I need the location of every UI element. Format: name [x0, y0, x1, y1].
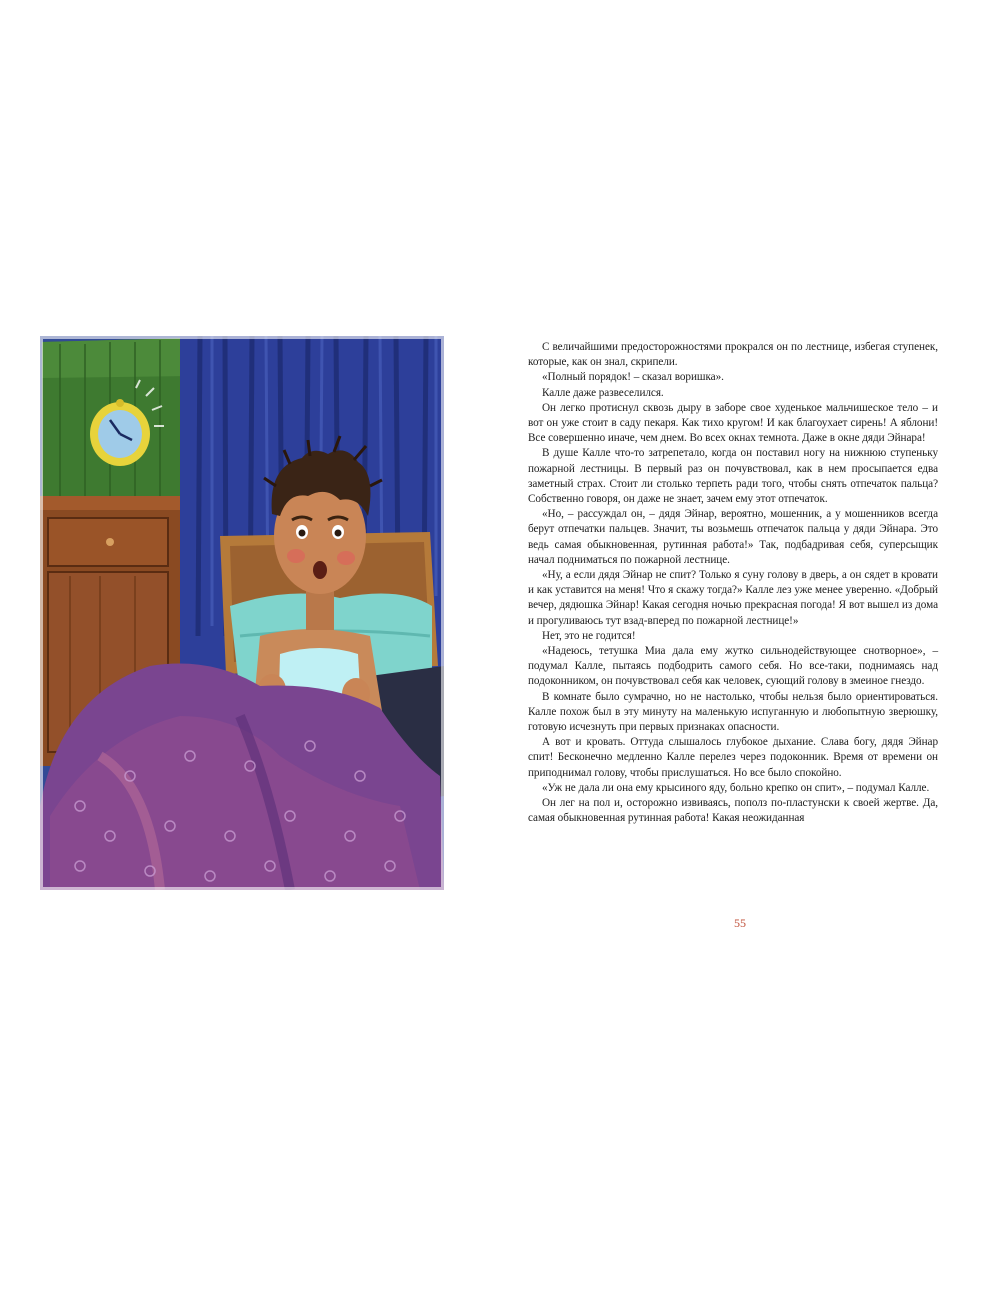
paragraph: «Уж не дала ли она ему крысиного яду, больно крепко он спит», – подумал Калле.	[542, 781, 930, 794]
paragraph: В комнате было сумрачно, но не настолько, чтобы нельзя было ориентироваться. Калле похож был в эту минуту на маленькую испуганную и любопытную зверюшку, готовую исчезнуть при первых признаках опасности.	[528, 690, 938, 734]
paragraph: Калле даже развеселился.	[542, 386, 664, 399]
paragraph: Он лег на пол и, осторожно извиваясь, пополз по-пластунски к своей жертве. Да, самая обыкновенная рутинная работа! Какая неожиданная	[528, 797, 938, 825]
paragraph: А вот и кровать. Оттуда слышалось глубокое дыхание. Слава богу, дядя Эйнар спит! Бесконечно медленно Калле перелез через подоконник. Время от времени он приподнимал голову, чтобы прислушаться. Но все было спокойно.	[528, 736, 938, 779]
paragraph: «Ну, а если дядя Эйнар не спит? Только я суну голову в дверь, а он сядет в кровати и как уставится на меня! Что я скажу тогда?» Калле лез уже менее уверенно. «Добрый вечер, дядюшка Эйнар! Какая сегодня ночью прекрасная погода! Я вот вышел из дома и прогуливаюсь тут взад-вперед по пожарной лестнице!»	[528, 569, 938, 627]
paragraph: «Надеюсь, тетушка Миа дала ему жутко сильнодействующее снотворное», – подумал Калле, пытаясь подбодрить самого себя. Но все-таки, поднимаясь над подоконником, он почувствовал себя как человек, сующий голову в змеиное гнездо.	[528, 645, 938, 688]
paragraph: В душе Калле что-то затрепетало, когда он поставил ногу на нижнюю ступеньку пожарной лестницы. В первый раз он почувствовал, как в нем просыпается едва заметный страх. Стоит ли столько терпеть ради того, чтобы снять отпечаток пальца? Собственно говоря, он даже не знает, зачем ему этот отпечаток.	[528, 447, 938, 506]
boy-in-bed-illustration	[40, 336, 444, 890]
paragraph: Он легко протиснул сквозь дыру в заборе свое худенькое мальчишеское тело – и вот он уже стоит в саду пекаря. Как тихо кругом! И как благоухает сирень! А яблони! Все совершенно иначе, чем днем. Во всех окнах темнота. Даже в окне дяди Эйнара!	[528, 401, 938, 445]
paragraph: «Но, – рассуждал он, – дядя Эйнар, вероятно, мошенник, а у мошенников всегда берут отпечатки пальцев. Значит, ты возьмешь отпечаток пальца у дяди Эйнара. Это ведь самая обыкновенная, рутинная работа!» Так, подбадривая себя, суперсыщик начал подниматься по пожарной лестнице.	[528, 508, 938, 566]
paragraph: Нет, это не годится!	[542, 629, 636, 642]
paragraph: С величайшими предосторожностями прокрался он по лестнице, избегая ступенек, которые, как он знал, скрипели.	[528, 341, 938, 369]
page-number: 55	[734, 916, 746, 930]
text-page	[528, 340, 938, 827]
illustration-artwork	[40, 336, 444, 890]
paragraph: «Полный порядок! – сказал воришка».	[542, 371, 724, 384]
